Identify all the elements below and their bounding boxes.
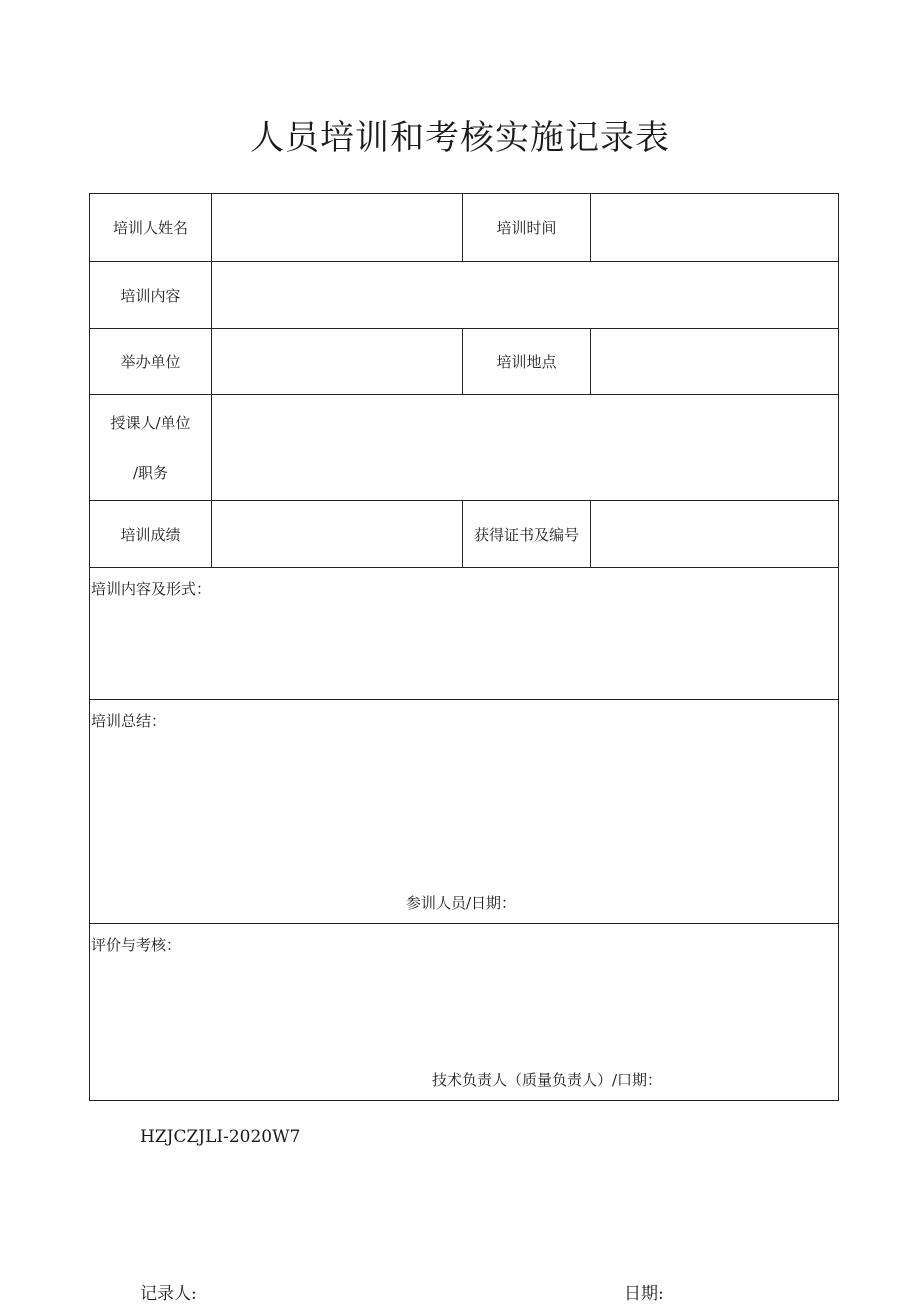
record-form-table — [89, 193, 839, 1101]
page-title: 人员培训和考核实施记录表 — [250, 118, 670, 158]
evaluation-label: 评价与考核： — [91, 936, 182, 954]
certificate-field[interactable] — [591, 501, 839, 568]
row-score — [90, 501, 839, 568]
row-content — [90, 262, 839, 329]
training-score-label: 培训成绩 — [90, 501, 212, 568]
row-organizer — [90, 329, 839, 395]
row-lecturer — [90, 395, 839, 501]
recorder-label: 记录人: — [140, 1284, 197, 1304]
document-code: HZJCZJLI-2020W7 — [140, 1127, 301, 1147]
training-time-field[interactable] — [591, 194, 839, 262]
training-location-label: 培训地点 — [463, 329, 591, 395]
summary-area[interactable] — [90, 700, 839, 924]
certificate-label: 获得证书及编号 — [463, 501, 591, 568]
training-score-field[interactable] — [212, 501, 463, 568]
row-evaluation — [90, 924, 839, 1101]
evaluation-sign-label: 技术负责人（质量负责人）/口期： — [432, 1071, 663, 1089]
summary-sign-label: 参训人员/日期： — [406, 894, 517, 912]
organizer-label: 举办单位 — [90, 329, 212, 395]
training-content-field[interactable] — [212, 262, 839, 329]
lecturer-field[interactable] — [212, 395, 839, 501]
organizer-field[interactable] — [212, 329, 463, 395]
trainee-name-label: 培训人姓名 — [90, 194, 212, 262]
lecturer-label — [90, 395, 212, 501]
lecturer-label-line2: /职务 — [132, 463, 169, 482]
content-form-area[interactable] — [90, 568, 839, 700]
row-summary — [90, 700, 839, 924]
content-form-label: 培训内容及形式： — [91, 580, 212, 598]
date-label: 日期: — [624, 1284, 664, 1304]
row-trainee — [90, 194, 839, 262]
evaluation-area[interactable] — [90, 924, 839, 1101]
summary-label: 培训总结： — [91, 712, 167, 730]
training-location-field[interactable] — [591, 329, 839, 395]
lecturer-label-line1: 授课人/单位 — [110, 413, 191, 432]
training-content-label: 培训内容 — [90, 262, 212, 329]
row-content-form — [90, 568, 839, 700]
trainee-name-field[interactable] — [212, 194, 463, 262]
training-time-label: 培训时间 — [463, 194, 591, 262]
